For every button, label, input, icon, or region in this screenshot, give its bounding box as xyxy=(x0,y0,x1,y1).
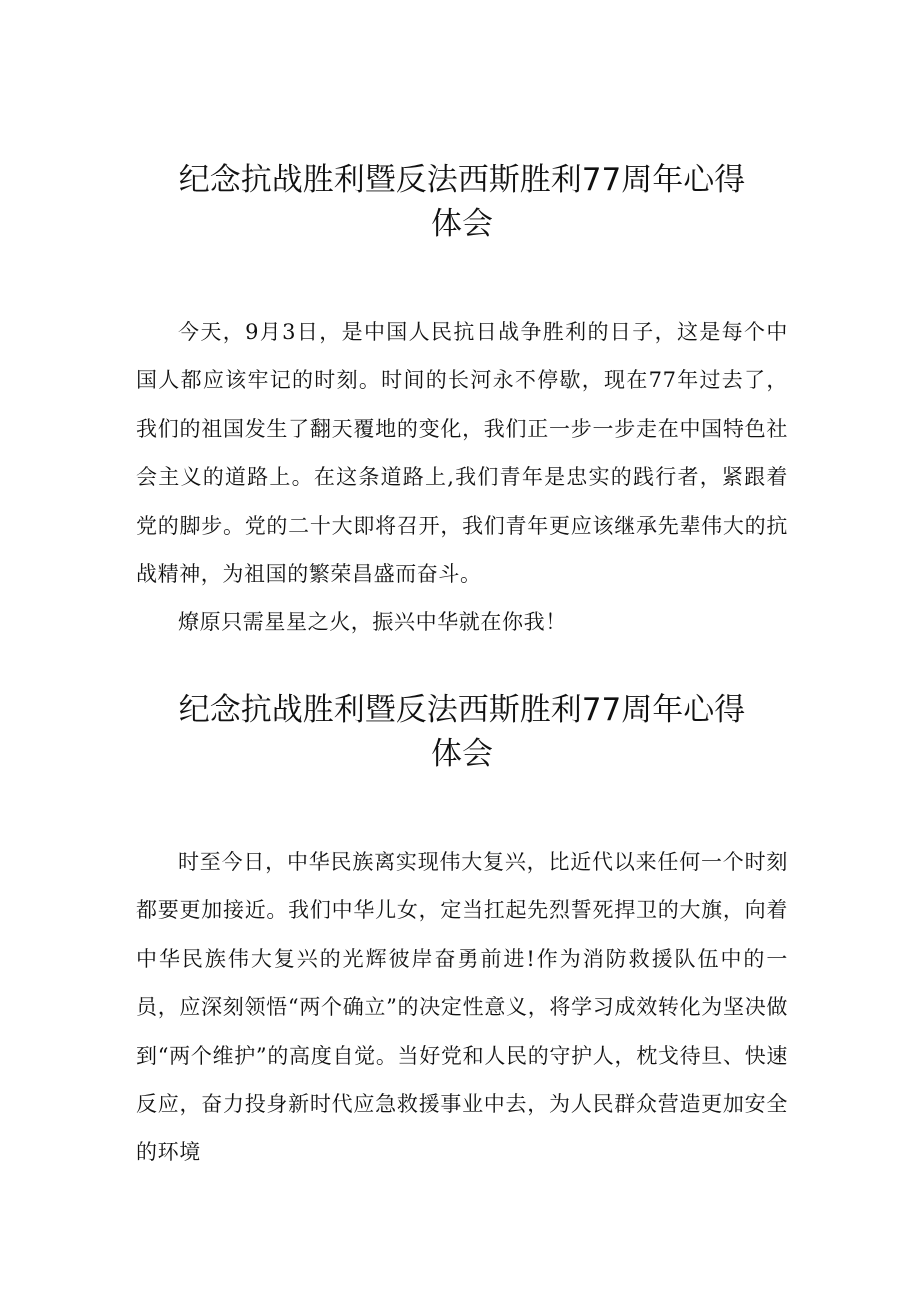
essay-title-line-1: 纪念抗战胜利暨反法西斯胜利77周年心得 xyxy=(178,692,746,728)
essay-title xyxy=(122,688,802,776)
essay-paragraph: 燎原只需星星之火，振兴中华就在你我！ xyxy=(178,610,567,635)
essay-paragraph: 时至今日，中华民族离实现伟大复兴，比近代以来任何一个时刻都要更加接近。我们中华儿女，定当扛起先烈誓死捍卫的大旗，向着中华民族伟大复兴的光辉彼岸奋勇前进!作为消防救援队伍中的一员，应深刻领悟“两个确立”的决定性意义，将学习成效转化为坚决做到“两个维护”的高度自觉。当好党和人民的守护人，枕戈待旦、快速反应，奋力投身新时代应急救援事业中去，为人民群众营造更加安全的环境 xyxy=(136,850,788,1165)
essay-title xyxy=(122,158,802,246)
essay-title-line-2: 体会 xyxy=(431,206,493,242)
essay-title-line-2: 体会 xyxy=(431,736,493,772)
essay-section-2 xyxy=(136,688,788,1177)
essay-section-1 xyxy=(136,158,788,647)
essay-paragraph: 今天，9月3日，是中国人民抗日战争胜利的日子，这是每个中国人都应该牢记的时刻。时间的长河永不停歇，现在77年过去了，我们的祖国发生了翻天覆地的变化，我们正一步一步走在中国特色社会主义的道路上。在这条道路上,我们青年是忠实的践行者，紧跟着党的脚步。党的二十大即将召开，我们青年更应该继承先辈伟大的抗战精神，为祖国的繁荣昌盛而奋斗。 xyxy=(136,320,788,587)
essay-title-line-1: 纪念抗战胜利暨反法西斯胜利77周年心得 xyxy=(178,162,746,198)
